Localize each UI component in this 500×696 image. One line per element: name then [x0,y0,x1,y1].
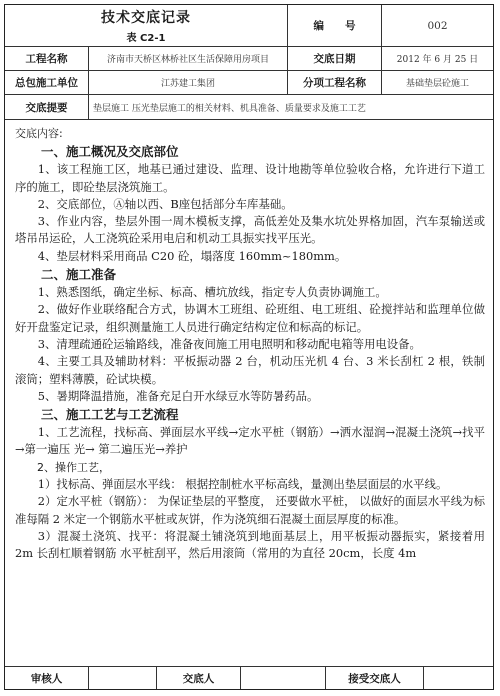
content-paragraph: 2、做好作业联络配合方式，协调木工班组、砼班组、电工班组、砼搅拌站和监理单位做好开盘鉴定记录，组织测量施工人员进行确定结构定位和标高的标记。 [15,302,485,334]
section-heading: 一、施工概况及交底部位 [41,144,179,160]
content-paragraph: 1、该工程施工区，地基已通过建设、监理、设计地勘等单位验收合格，允许进行下道工序的施工，即砼垫层浇筑施工。 [15,162,485,194]
signature-row [5,667,493,689]
summary-row [5,95,493,120]
content-blocks [15,142,485,562]
content-paragraph: 5、暑期降温措施，准备充足白开水绿豆水等防暑药品。 [37,388,319,403]
reviewer-label: 审核人 [5,667,89,689]
contractor-row [5,71,493,95]
content-paragraph: 4、主要工具及辅助材料：平板振动器 2 台，机动压光机 4 台、3 米长刮杠 2 根，铁制滚筒；塑料薄膜，砼试块模。 [15,354,485,386]
summary-value: 垫层施工 压光垫层施工的相关材料、机具准备、质量要求及施工工艺 [93,103,366,114]
form-title: 技术交底记录 [101,10,191,26]
receiver-signature [424,667,493,689]
reviewer-signature [89,667,157,689]
date-label: 交底日期 [288,47,382,70]
project-name-value: 济南市天桥区林桥社区生活保障用房项目 [89,47,288,70]
subproject-label: 分项工程名称 [288,71,382,94]
project-name-label: 工程名称 [5,47,89,70]
disclosure-form [4,4,494,690]
subproject-value: 基础垫层砼施工 [405,79,469,89]
content-paragraph: 3、作业内容，垫层外围一周木模板支撑，高低差处及集水坑处界格加固，汽车泵输送或塔吊吊运砼，人工浇筑砼采用电启和机动工具振实找平压光。 [15,214,485,246]
title-cell [5,5,288,46]
date-value: 2012 年 6 月 25 日 [396,55,479,65]
content-paragraph: 3、清理疏通砼运输路线，准备夜间施工用电照明和移动配电箱等用电设备。 [37,336,421,351]
content-paragraph: 1、熟悉图纸，确定坐标、标高、槽坑放线，指定专人负责协调施工。 [37,285,387,300]
content-paragraph: 2、操作工艺， [37,460,110,474]
disclosure-content [5,120,493,667]
section-heading: 三、施工工艺与工艺流程 [41,407,179,423]
content-heading: 交底内容: [15,127,63,140]
number-value: 002 [427,19,448,32]
section-heading: 二、施工准备 [41,267,117,283]
project-row [5,47,493,71]
discloser-label: 交底人 [157,667,241,689]
contractor-label: 总包施工单位 [5,71,89,94]
content-paragraph: 2）定水平桩（钢筋）： 为保证垫层的平整度， 还要做水平桩， 以做好的面层水平线为标准每隔 2 米定一个钢筋水平桩或灰饼，作为浇筑细石混凝土面层厚度的标准。 [15,494,485,526]
content-paragraph: 2、交底部位，Ⓐ轴以西、B座包括部分车库基础。 [37,196,293,211]
title-row [5,5,493,47]
receiver-label: 接受交底人 [326,667,424,689]
content-paragraph: 3）混凝土浇筑、找平：将混凝土铺浇筑到地面基层上，用平板振动器振实，紧接着用 2m 长刮杠顺着钢筋 水平桩刮平，然后用滚筒（常用的为直径 20cm，长度 4m [15,528,485,561]
summary-label: 交底提要 [5,95,89,119]
discloser-signature [241,667,326,689]
number-label: 编 号 [288,5,382,46]
form-code: 表 C2-1 [126,33,166,44]
content-paragraph: 1、工艺流程，找标高、弹面层水平线→定水平桩（钢筋）→洒水湿润→混凝土浇筑→找平→第一遍压 光→ 第二遍压光→养护 [15,425,485,457]
content-paragraph: 4、垫层材料采用商品 C20 砼，塌落度 160mm~180mm。 [37,248,347,263]
content-paragraph: 1）找标高、弹面层水平线： 根据控制桩水平标高线，量测出垫层面层的水平线。 [37,477,448,492]
contractor-value: 江苏建工集团 [89,71,288,94]
